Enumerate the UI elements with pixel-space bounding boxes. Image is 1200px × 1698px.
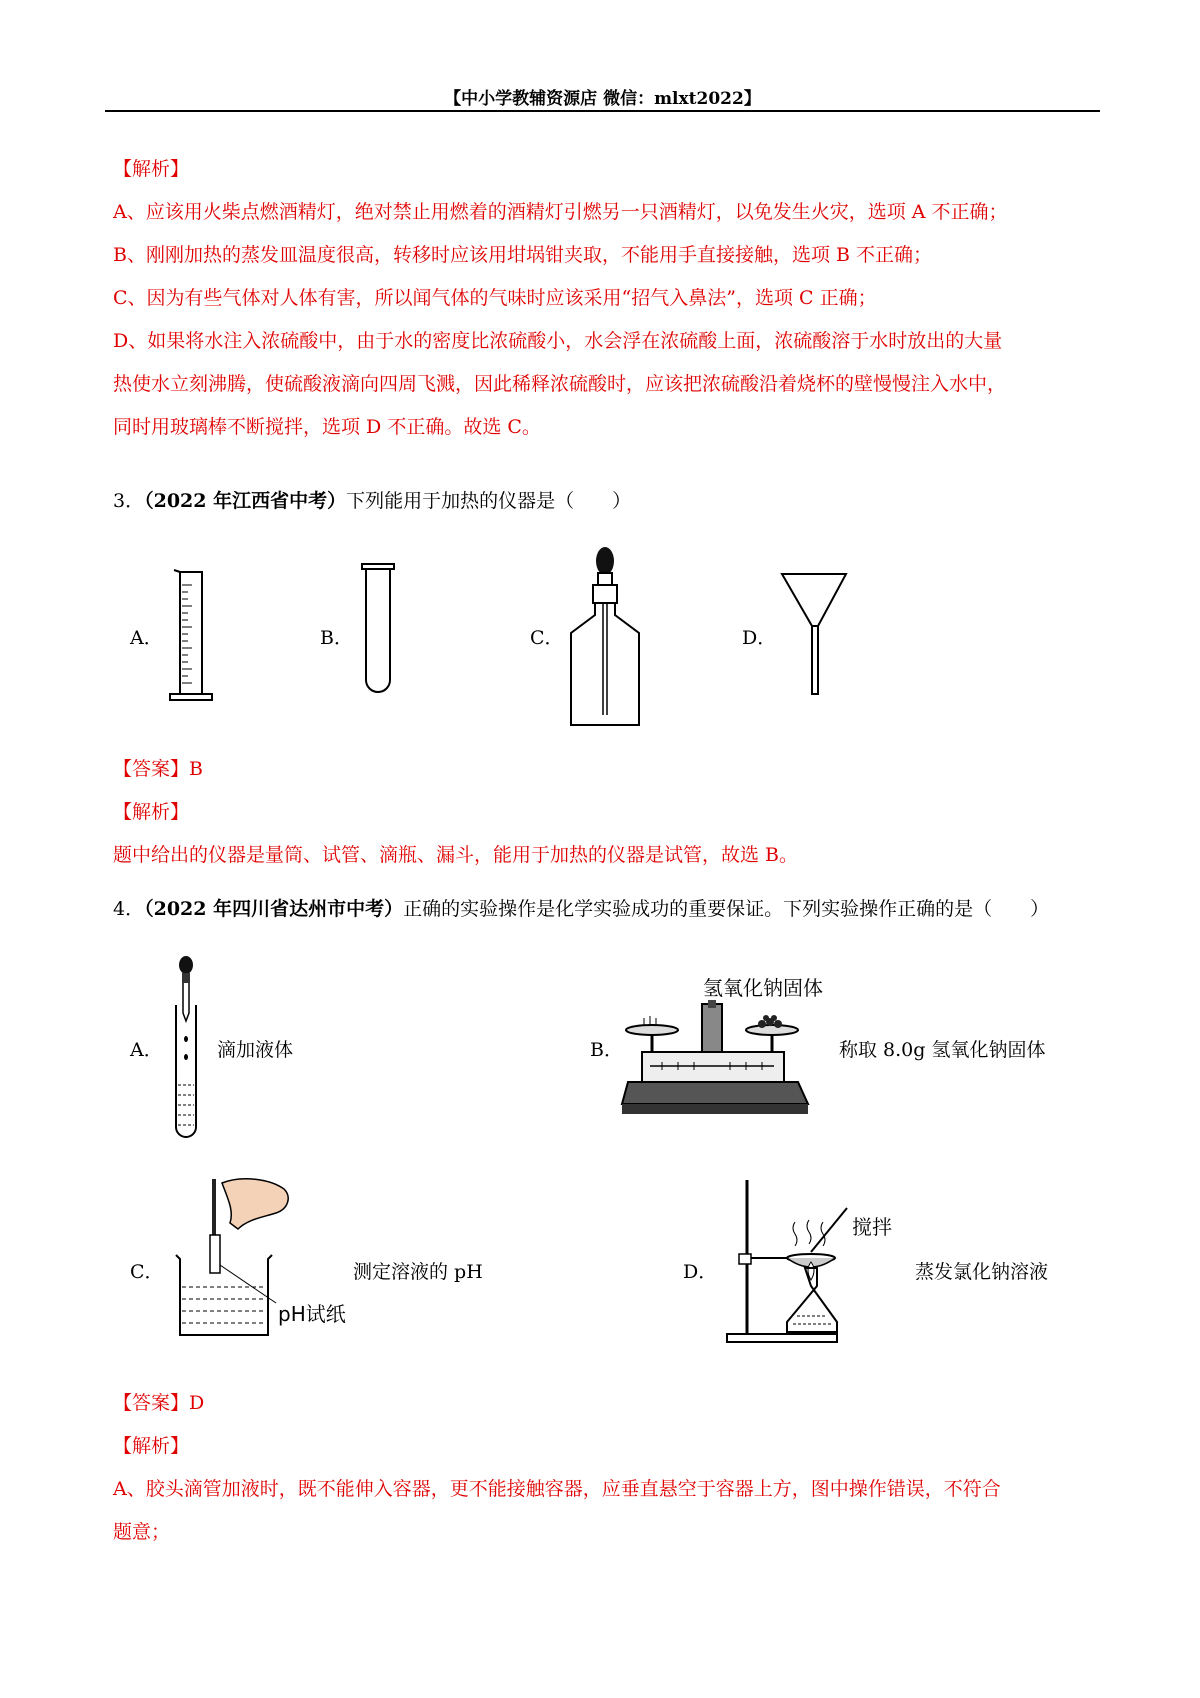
q2-analysis-line-d1: D、如果将水注入浓硫酸中，由于水的密度比浓硫酸小，水会浮在浓硫酸上面，浓硫酸溶于水时放出的大量 (113, 330, 1003, 352)
q3-option-d-label: D． (742, 627, 777, 649)
q4-option-d-caption: 蒸发氯化钠溶液 (915, 1261, 1049, 1283)
header-divider (105, 110, 1100, 112)
q4-option-a-label: A． (130, 1039, 163, 1061)
q4-analysis-line-a2: 题意； (113, 1521, 171, 1543)
q4-option-c-caption: 测定溶液的 pH (353, 1261, 483, 1283)
q4-number: 4． (113, 898, 145, 920)
balance-scale-figure (622, 1000, 812, 1118)
q4-option-c-label: C． (130, 1261, 164, 1283)
q2-analysis-line-c: C、因为有些气体对人体有害，所以闻气体的气味时应该采用“招气入鼻法”，选项 C 正确； (113, 287, 877, 309)
q2-analysis-line-a: A、应该用火柴点燃酒精灯，绝对禁止用燃着的酒精灯引燃另一只酒精灯，以免发生火灾，选项 A 不正确； (113, 201, 1008, 223)
q2-analysis-tag: 【解析】 (113, 158, 190, 180)
q3-answer-tag: 【答案】 (113, 758, 190, 780)
funnel-figure (780, 570, 850, 700)
graduated-cylinder-figure (168, 570, 228, 705)
q2-analysis (113, 148, 1100, 449)
q4-answer-block (113, 1382, 1100, 1554)
q4-option-a-caption: 滴加液体 (217, 1039, 294, 1061)
dropper-in-tube-figure (172, 955, 212, 1140)
q3-option-b-label: B． (320, 627, 353, 649)
q3-analysis-text: 题中给出的仪器是量筒、试管、滴瓶、漏斗，能用于加热的仪器是试管，故选 B。 (113, 844, 799, 866)
q3-analysis-tag: 【解析】 (113, 801, 190, 823)
q4-answer-value: D (189, 1392, 205, 1414)
q2-analysis-line-d3: 同时用玻璃棒不断搅拌，选项 D 不正确。故选 C。 (113, 416, 541, 438)
test-tube-figure (360, 562, 400, 702)
q4-option-b-caption: 称取 8.0g 氢氧化钠固体 (839, 1039, 1046, 1061)
q3-source: （2022 年江西省中考） (144, 490, 347, 512)
stir-label: 搅拌 (852, 1215, 892, 1239)
q4-stem (113, 888, 1100, 931)
ph-paper-label: pH试纸 (278, 1302, 346, 1326)
q2-analysis-line-b: B、刚刚加热的蒸发皿温度很高，转移时应该用坩埚钳夹取，不能用手直接接触，选项 B 不正确； (113, 244, 933, 266)
q3-option-a-label: A． (130, 627, 163, 649)
q3-stem (113, 480, 1100, 523)
q4-option-d-label: D． (683, 1261, 718, 1283)
q4-source: （2022 年四川省达州市中考） (144, 898, 404, 920)
q3-option-c-label: C． (530, 627, 564, 649)
q3-number: 3． (113, 490, 145, 512)
q3-answer-block (113, 748, 1100, 877)
q4-analysis-line-a1: A、胶头滴管加液时，既不能伸入容器，更不能接触容器，应垂直悬空于容器上方，图中操作错误，不符合 (113, 1478, 1001, 1500)
dropper-bottle-figure (565, 545, 645, 730)
q3-question: 下列能用于加热的仪器是（ ） (346, 490, 632, 512)
balance-figure-label: 氢氧化钠固体 (703, 976, 823, 1000)
q4-analysis-tag: 【解析】 (113, 1435, 190, 1457)
q4-option-b-label: B． (590, 1039, 623, 1061)
evaporation-setup-figure (725, 1176, 865, 1346)
page-header: 【中小学教辅资源店 微信：mlxt2022】 (444, 89, 761, 109)
q4-answer-tag: 【答案】 (113, 1392, 190, 1414)
q4-question: 正确的实验操作是化学实验成功的重要保证。下列实验操作正确的是（ ） (403, 898, 1050, 920)
q3-answer-value: B (189, 758, 203, 780)
q2-analysis-line-d2: 热使水立刻沸腾，使硫酸液滴向四周飞溅，因此稀释浓硫酸时，应该把浓硫酸沿着烧杯的壁慢慢注入水中， (113, 373, 1007, 395)
